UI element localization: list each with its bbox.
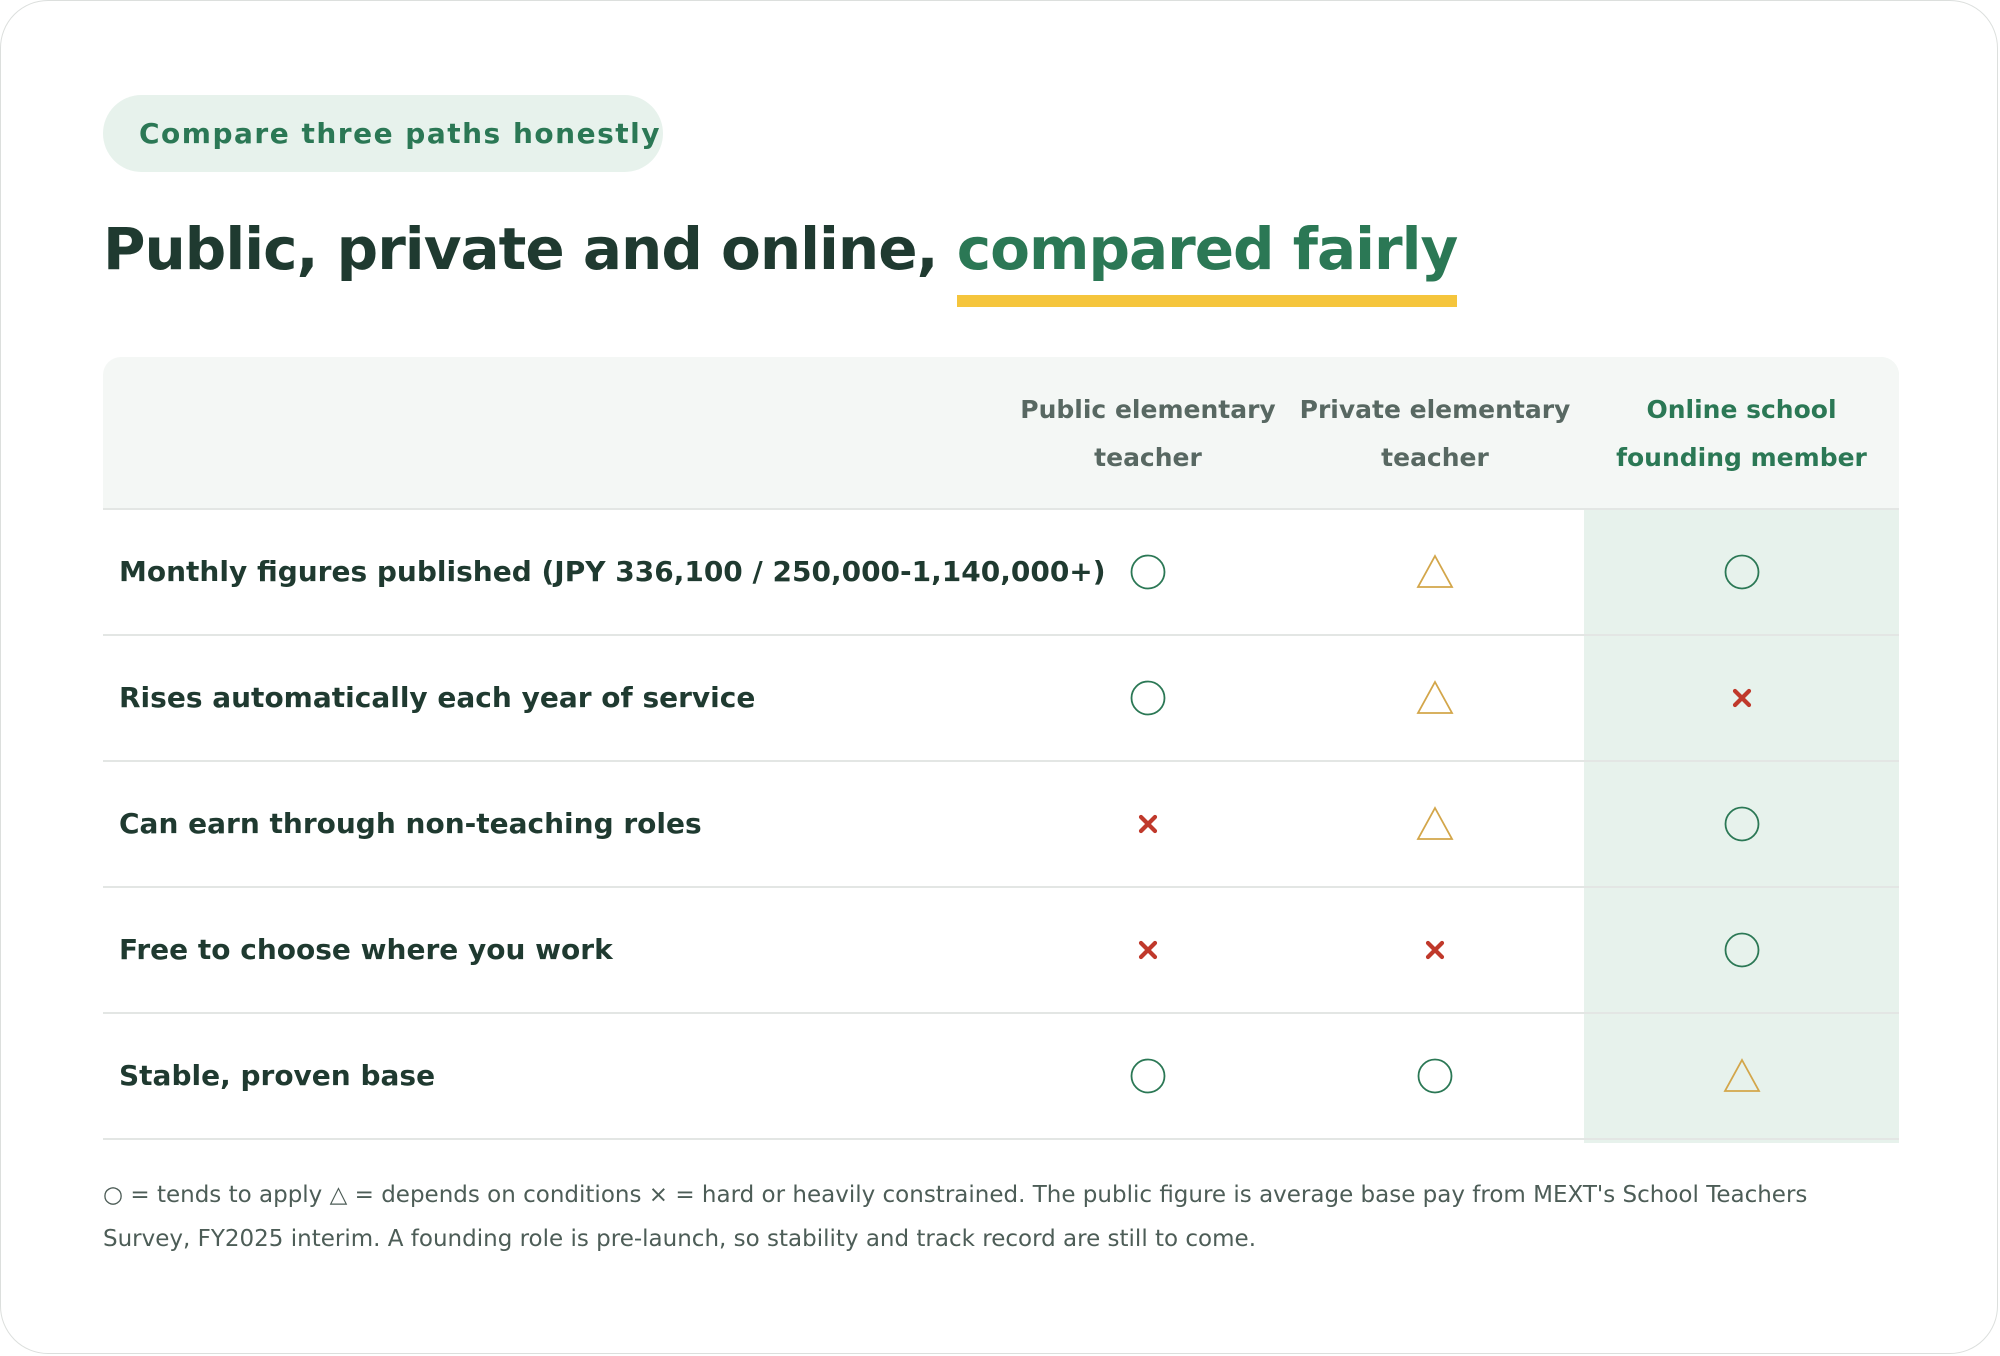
cross-icon bbox=[1731, 687, 1753, 709]
triangle-icon bbox=[1415, 678, 1455, 718]
rating-cell bbox=[1011, 1014, 1285, 1138]
circle-icon bbox=[1128, 1056, 1168, 1096]
legend-footnote: ○ = tends to apply △ = depends on conditions × = hard or heavily constrained. The public figure is average base pay from MEXT's School Teachers Survey, FY2025 interim. A founding role is pre-launch, so stability and track record are still to come. bbox=[103, 1182, 1808, 1252]
rating-cell bbox=[1298, 888, 1572, 1012]
circle-icon bbox=[1415, 1056, 1455, 1096]
rating-cell bbox=[1298, 510, 1572, 634]
triangle-icon bbox=[1415, 552, 1455, 592]
table-body bbox=[103, 510, 1899, 1140]
rating-cell bbox=[1298, 636, 1572, 760]
row-label: Rises automatically each year of service bbox=[119, 681, 756, 714]
table-row bbox=[103, 636, 1899, 762]
triangle-icon bbox=[1415, 804, 1455, 844]
cross-icon bbox=[1137, 939, 1159, 961]
rating-cell bbox=[1011, 510, 1285, 634]
rating-cell bbox=[1584, 1014, 1899, 1138]
rating-cell bbox=[1011, 762, 1285, 886]
table-row bbox=[103, 762, 1899, 888]
column-header-private bbox=[1298, 357, 1572, 510]
circle-icon bbox=[1722, 804, 1762, 844]
circle-icon bbox=[1722, 552, 1762, 592]
table-row bbox=[103, 888, 1899, 1014]
page-title bbox=[103, 209, 1457, 289]
rating-cell bbox=[1298, 762, 1572, 886]
circle-icon bbox=[1128, 678, 1168, 718]
title-accent-text: compared fairly bbox=[956, 215, 1458, 283]
column-header-public bbox=[1011, 357, 1285, 510]
section-badge: Compare three paths honestly bbox=[103, 95, 663, 172]
cross-icon bbox=[1137, 813, 1159, 835]
table-row bbox=[103, 510, 1899, 636]
column-header-public-label: Public elementary teacher bbox=[1020, 394, 1276, 472]
rating-cell bbox=[1584, 510, 1899, 634]
rating-cell bbox=[1584, 762, 1899, 886]
rating-cell bbox=[1011, 636, 1285, 760]
row-label: Can earn through non-teaching roles bbox=[119, 807, 702, 840]
circle-icon bbox=[1128, 552, 1168, 592]
row-label: Free to choose where you work bbox=[119, 933, 613, 966]
triangle-icon bbox=[1722, 1056, 1762, 1096]
rating-cell bbox=[1584, 636, 1899, 760]
title-accent bbox=[957, 209, 1458, 289]
row-label: Stable, proven base bbox=[119, 1059, 436, 1092]
column-header-private-label: Private elementary teacher bbox=[1299, 394, 1571, 472]
title-main: Public, private and online, bbox=[103, 215, 957, 283]
comparison-table bbox=[103, 357, 1899, 1140]
column-header-online bbox=[1584, 357, 1899, 510]
column-header-online-label: Online school founding member bbox=[1616, 394, 1867, 472]
rating-cell bbox=[1298, 1014, 1572, 1138]
table-header bbox=[103, 357, 1899, 510]
rating-cell bbox=[1011, 888, 1285, 1012]
circle-icon bbox=[1722, 930, 1762, 970]
title-underline bbox=[957, 295, 1458, 307]
cross-icon bbox=[1424, 939, 1446, 961]
row-label: Monthly figures published (JPY 336,100 / 250,000-1,140,000+) bbox=[119, 555, 1106, 588]
rating-cell bbox=[1584, 888, 1899, 1012]
table-row bbox=[103, 1014, 1899, 1140]
